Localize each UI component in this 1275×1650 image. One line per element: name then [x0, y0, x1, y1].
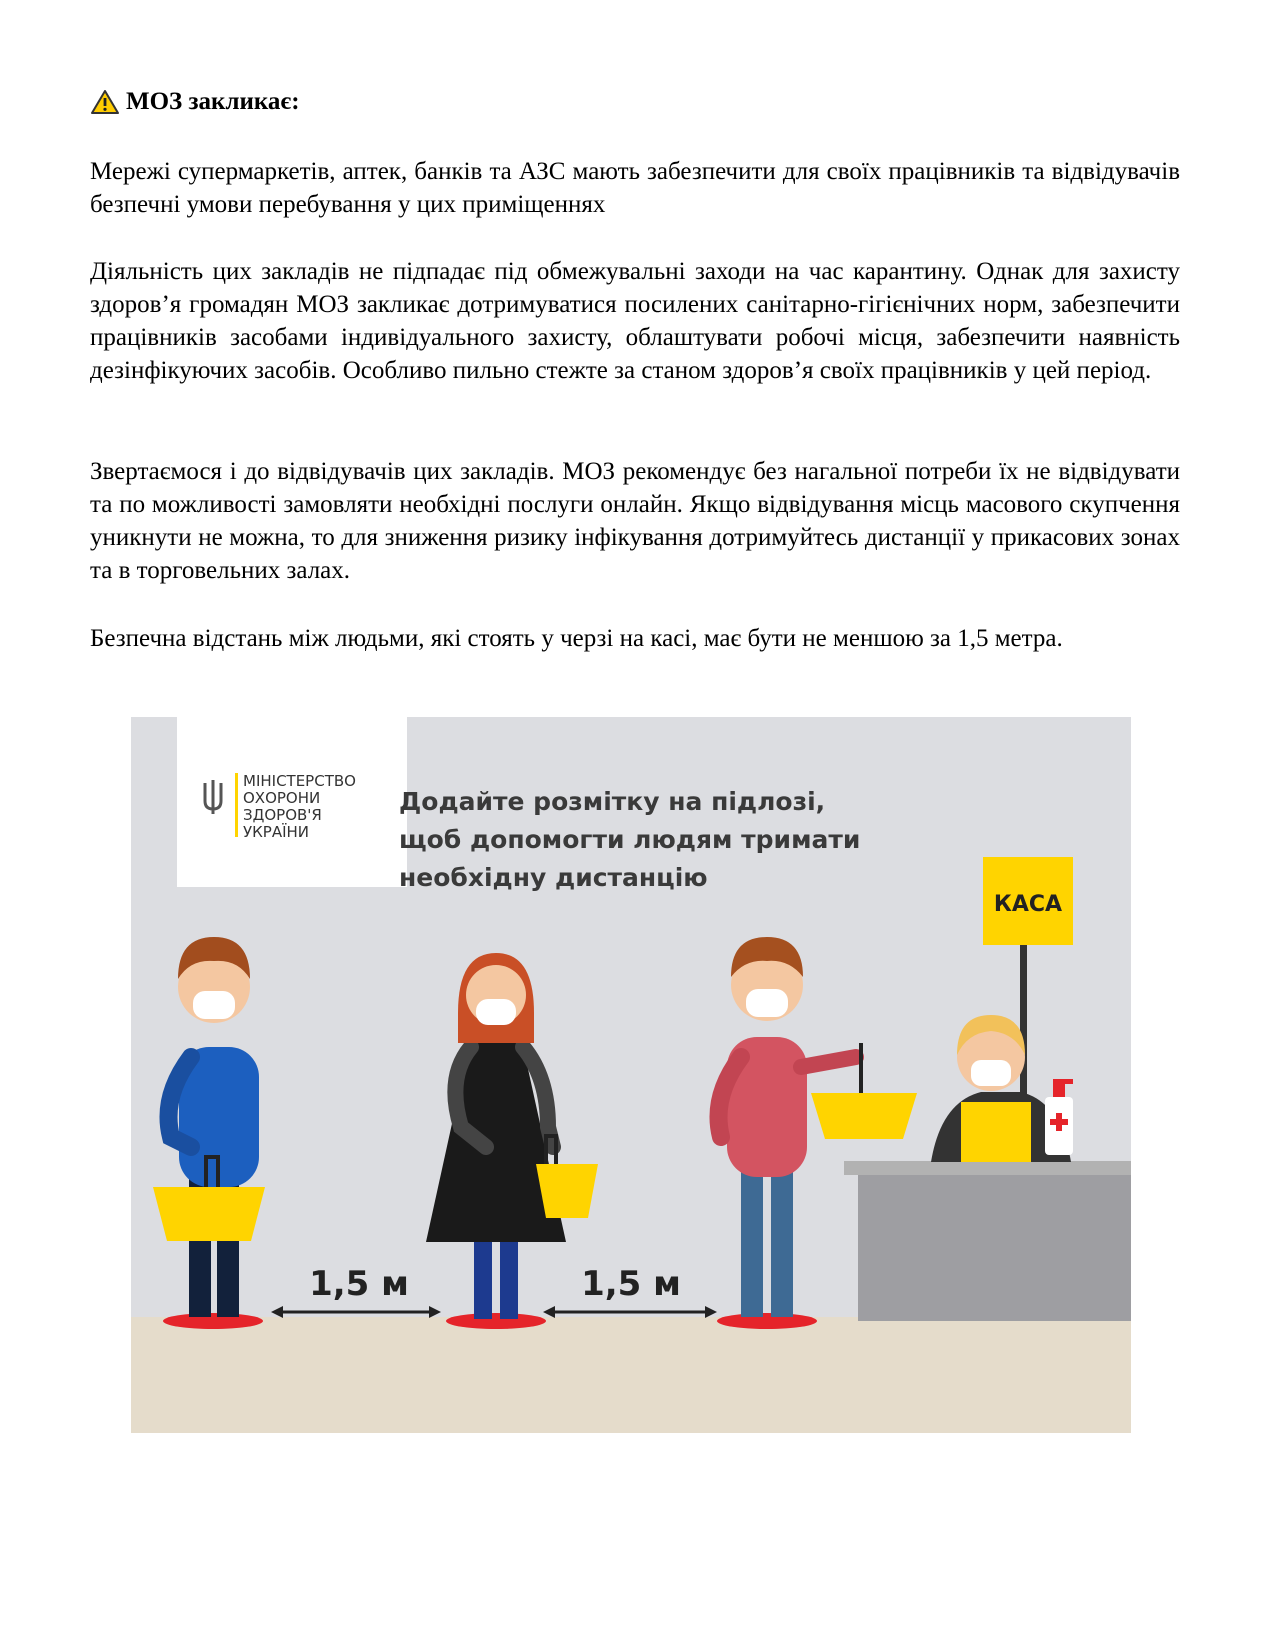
distance-label-2: 1,5 м: [581, 1264, 681, 1304]
logo-line-1: МІНІСТЕРСТВО: [243, 772, 356, 790]
distance-poster: [131, 717, 1131, 1433]
logo-line-4: УКРАЇНИ: [243, 823, 310, 841]
poster-floor: [131, 1317, 1131, 1433]
poster-headline-2: щоб допомогти людям тримати: [399, 825, 861, 854]
paragraph-1: Мережі супермаркетів, аптек, банків та АЗС мають забезпечити для своїх працівників та відвідувачів безпечні умови перебування у цих приміщеннях: [90, 158, 1180, 218]
logo-line-2: ОХОРОНИ: [243, 789, 321, 807]
kasa-label: КАСА: [993, 892, 1063, 917]
ministry-logo: [177, 717, 407, 887]
warning-icon: [90, 89, 120, 115]
paragraph-3: Звертаємося і до відвідувачів цих закладів. МОЗ рекомендує без нагальної потреби їх не відвідувати та по можливості замовляти необхідні послуги онлайн. Якщо відвідування місць масового скупчення уникнути не можна, то для зниження ризику інфікування дотримуйтесь дистанції у прикасових зонах та в торговельних залах.: [90, 458, 1180, 584]
poster-headline-1: Додайте розмітку на підлозі,: [399, 787, 826, 816]
paragraph-4: Безпечна відстань між людьми, які стоять у черзі на касі, має бути не меншою за 1,5 метра.: [90, 625, 1063, 652]
logo-line-3: ЗДОРОВ'Я: [243, 806, 322, 824]
poster-headline-3: необхідну дистанцію: [399, 863, 708, 892]
heading: [90, 88, 300, 116]
distance-label-1: 1,5 м: [309, 1264, 409, 1304]
paragraph-2: Діяльність цих закладів не підпадає під обмежувальні заходи на час карантину. Однак для захисту здоров’я громадян МОЗ закликає дотримуватися посилених санітарно-гігієнічних норм, забезпечити працівників засобами індивідуального захисту, облаштувати робочі місця, забезпечити наявність дезінфікуючих засобів. Особливо пильно стежте за станом здоров’я своїх працівників у цей період.: [90, 258, 1180, 384]
heading-text: МОЗ закликає:: [126, 88, 300, 115]
poster-illustration: [131, 717, 1131, 1433]
checkout-counter: [844, 1161, 1131, 1321]
